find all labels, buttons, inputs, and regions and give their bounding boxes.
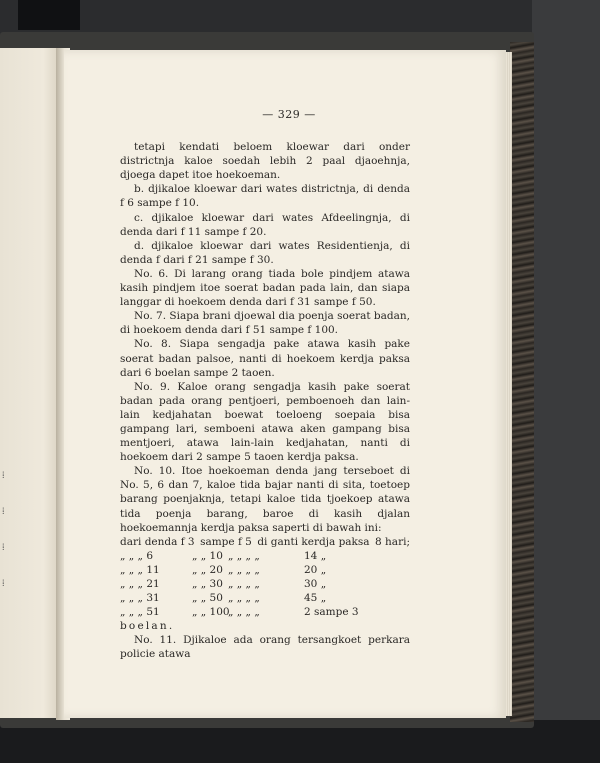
- marbled-edge: [510, 42, 534, 722]
- fine-cell: „ „ „ „: [228, 578, 260, 590]
- paragraph: b. djikaloe kloewar dari wates districtnja, di denda f 6 sampe f 10.: [120, 183, 410, 210]
- fine-table-header: [120, 535, 410, 549]
- page-number: — 329 —: [262, 108, 316, 121]
- fine-cell: „ „ „ „: [228, 592, 260, 605]
- last-line: No. 11. Djikaloe ada orang tersangkoet perkara policie atawa: [120, 634, 410, 661]
- fine-table-row: [120, 605, 410, 619]
- fine-cell: „ „ „ 31: [120, 592, 160, 605]
- fine-cell: 45 „: [304, 592, 327, 605]
- paragraph: d. djikaloe kloewar dari wates Residentienja, di denda f dari f 21 sampe f 30.: [120, 239, 410, 266]
- fine-cell: „ „ „ 11: [120, 563, 160, 576]
- left-page-text-fragments: ⁞ ⁞ ⁞ ⁞: [2, 471, 5, 589]
- paragraph: No. 9. Kaloe orang sengadja kasih pake soerat badan pada orang pentjoeri, pemboenoeh dan lain-lain kedjahatan boewat toeloeng soepaia bisa gampang lari, semboeni atawa aken gampang bisa mentjoeri, atawa lain-lain kedjahatan, nanti di hoekoem dari 2 sampe 5 taoen kerdja paksa.: [120, 380, 410, 464]
- fine-cell: 20 „: [304, 563, 327, 576]
- fine-table-row: [120, 591, 410, 605]
- header-from: dari denda f 3: [120, 535, 195, 548]
- paragraph: No. 10. Itoe hoekoeman denda jang terseboet di No. 5, 6 dan 7, kaloe tida bajar nanti di sita, toetoep barang poenjaknja, tetapi kaloe tida tjoekoep atawa tida poenja barang, baroe di kasih djalan hoekoemannja kerdja paksa saperti di bawah ini:: [120, 465, 410, 534]
- paragraph: No. 7. Siapa brani djoewal dia poenja soerat badan, di hoekoem denda dari f 51 sampe f 100.: [120, 310, 410, 337]
- fine-cell: „ „ 20: [192, 563, 223, 576]
- background-shadow: [18, 0, 80, 30]
- page-text: [120, 108, 410, 662]
- fine-cell: „ „ „ 51: [120, 606, 160, 619]
- fine-cell: „ „ „ 21: [120, 578, 160, 590]
- fine-cell: „ „ 10: [192, 549, 223, 562]
- fine-cell: 2 sampe 3: [304, 606, 359, 619]
- fine-cell: „ „ 30: [192, 578, 223, 590]
- fine-table-row: [120, 577, 410, 591]
- fine-cell: 14 „: [304, 549, 327, 562]
- fine-cell: „ „ 50: [192, 592, 223, 605]
- paragraph: No. 8. Siapa sengadja pake atawa kasih pake soerat badan palsoe, nanti di hoekoem kerdja paksa dari 6 boelan sampe 2 taoen.: [120, 338, 410, 379]
- fine-table-row: [120, 549, 410, 563]
- table-continuation: boelan.: [120, 620, 175, 633]
- book-page: [64, 50, 506, 718]
- header-to: sampe f 5: [200, 535, 252, 548]
- header-replace: di ganti kerdja paksa: [257, 535, 370, 548]
- fine-cell: „ „ 100: [192, 606, 230, 619]
- fine-table-row: [120, 563, 410, 577]
- left-page-edge: [0, 48, 62, 718]
- fine-cell: „ „ „ „: [228, 563, 260, 576]
- paragraph: No. 6. Di larang orang tiada bole pindjem atawa kasih pindjem itoe soerat badan pada lain, dan siapa langgar di hoekoem denda dari f 31 sampe f 50.: [120, 267, 410, 309]
- fine-cell: 30 „: [304, 578, 327, 590]
- paragraph: tetapi kendati beloem kloewar dari onder districtnja kaloe soedah lebih 2 paal djaoehnja, djoega dapet itoe hoekoeman.: [120, 141, 410, 182]
- paragraph: c. djikaloe kloewar dari wates Afdeelingnja, di denda dari f 11 sampe f 20.: [120, 211, 410, 238]
- fine-cell: „ „ „ „: [228, 549, 260, 562]
- header-days: 8 hari;: [375, 535, 410, 548]
- fine-cell: „ „ „ 6: [120, 549, 154, 562]
- fine-cell: „ „ „ „: [228, 606, 260, 619]
- background-right: [532, 0, 600, 763]
